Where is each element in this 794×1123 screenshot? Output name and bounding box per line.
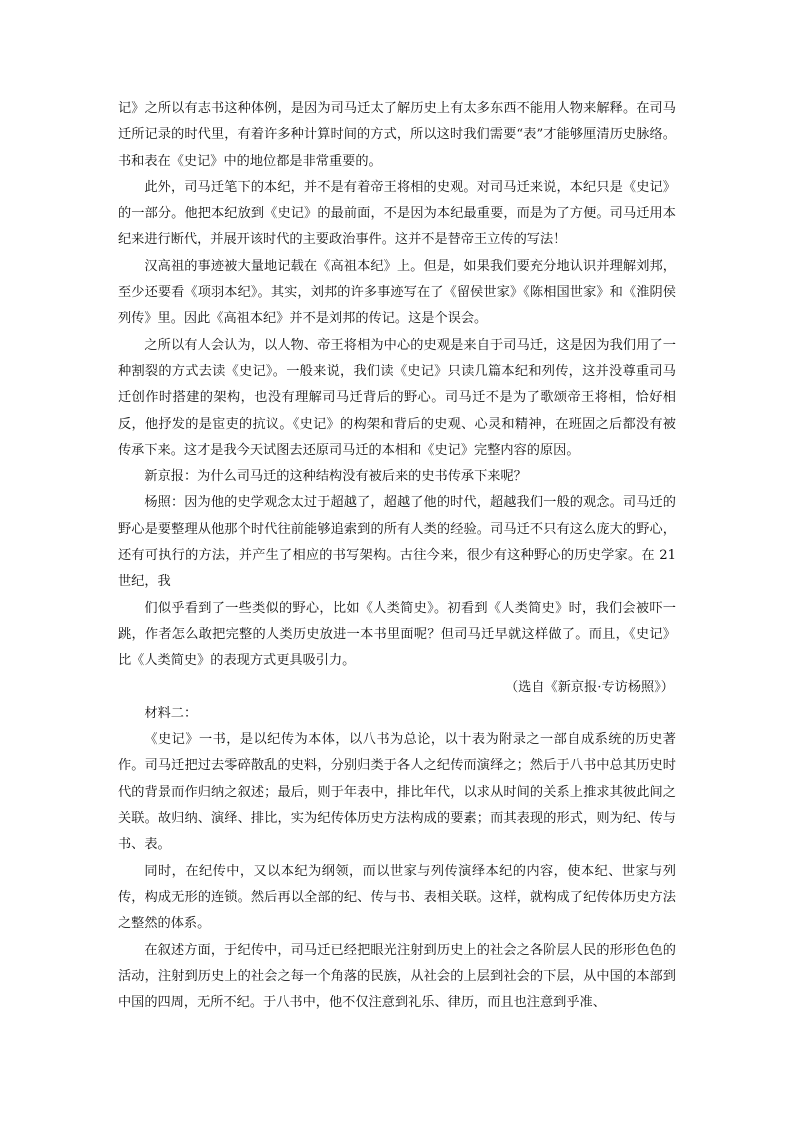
document-page [118, 96, 676, 1016]
paragraph-5-question: 新京报：为什么司马迁的这种结构没有被后来的史书传承下来呢？ [144, 469, 527, 485]
paragraph-7: 们似乎看到了一些类似的野心，比如《人类简史》。初看到《人类简史》时，我们会被吓一跳，作者怎么敢把完整的人类历史放进一本书里面呢？但司马迁早就这样做了。而且，《史记》比《人类简史》的表现方式更具吸引力。 [118, 600, 676, 669]
material-two-paragraph-2: 同时，在纪传中，又以本纪为纲领，而以世家与列传演绎本纪的内容，使本纪、世家与列传，构成无形的连锁。然后再以全部的纪、传与书、表相关联。这样，就构成了纪传体历史方法之整然的体系。 [118, 863, 676, 932]
paragraph-4: 之所以有人会认为，以人物、帝王将相为中心的史观是来自于司马迁，这是因为我们用了一种割裂的方式去读《史记》。一般来说，我们读《史记》只读几篇本纪和列传，这并没尊重司马迁创作时搭建的架构，也没有理解司马迁背后的野心。司马迁不是为了歌颂帝王将相，恰好相反，他抒发的是宦吏的抗议。《史记》的构架和背后的史观、心灵和精神，在班固之后都没有被传承下来。这才是我今天试图去还原司马迁的本相和《史记》完整内容的原因。 [118, 337, 676, 458]
paragraph-2: 此外，司马迁笔下的本纪，并不是有着帝王将相的史观。对司马迁来说，本纪只是《史记》的一部分。他把本纪放到《史记》的最前面，不是因为本纪最重要，而是为了方便。司马迁用本纪来进行断代，并展开该时代的主要政治事件。这并不是替帝王立传的写法！ [118, 179, 676, 248]
material-two-paragraph-3: 在叙述方面，于纪传中，司马迁已经把眼光注射到历史上的社会之各阶层人民的形形色色的活动，注射到历史上的社会之每一个角落的民族，从社会的上层到社会的下层，从中国的本部到中国的四周，无所不纪。于八书中，他不仅注意到礼乐、律历，而且也注意到乎准、 [118, 942, 676, 1011]
source-citation: （选自《新京报·专访杨照》） [504, 679, 674, 695]
material-two-paragraph-1: 《史记》一书，是以纪传为本体，以八书为总论，以十表为附录之一部自成系统的历史著作。司马迁把过去零碎散乱的史料，分别归类于各人之纪传而演绎之；然后于八书中总其历史时代的背景而作归纳之叙述；最后，则于年表中，排比年代，以求从时间的关系上推求其彼此间之关联。故归纳、演绎、排比，实为纪传体历史方法构成的要素；而其表现的形式，则为纪、传与书、表。 [118, 732, 676, 853]
section-heading-material-two: 材料二： [144, 705, 198, 721]
paragraph-6-answer: 杨照：因为他的史学观念太过于超越了，超越了他的时代，超越我们一般的观念。司马迁的野心是要整理从他那个时代往前能够追索到的所有人类的经验。司马迁不只有这么庞大的野心，还有可执行的方法，并产生了相应的书写架构。古往今来，很少有这种野心的历史学家。在 21 世纪，我 [118, 495, 676, 590]
paragraph-1: 记》之所以有志书这种体例，是因为司马迁太了解历史上有太多东西不能用人物来解释。在司马迁所记录的时代里，有着许多种计算时间的方式，所以这时我们需要“表”才能够厘清历史脉络。书和表在《史记》中的地位都是非常重要的。 [118, 101, 676, 169]
paragraph-3: 汉高祖的事迹被大量地记载在《高祖本纪》上。但是，如果我们要充分地认识并理解刘邦，至少还要看《项羽本纪》。其实，刘邦的许多事迹写在了《留侯世家》《陈相国世家》和《淮阴侯列传》里。因此《高祖本纪》并不是刘邦的传记。这是个误会。 [118, 258, 676, 327]
